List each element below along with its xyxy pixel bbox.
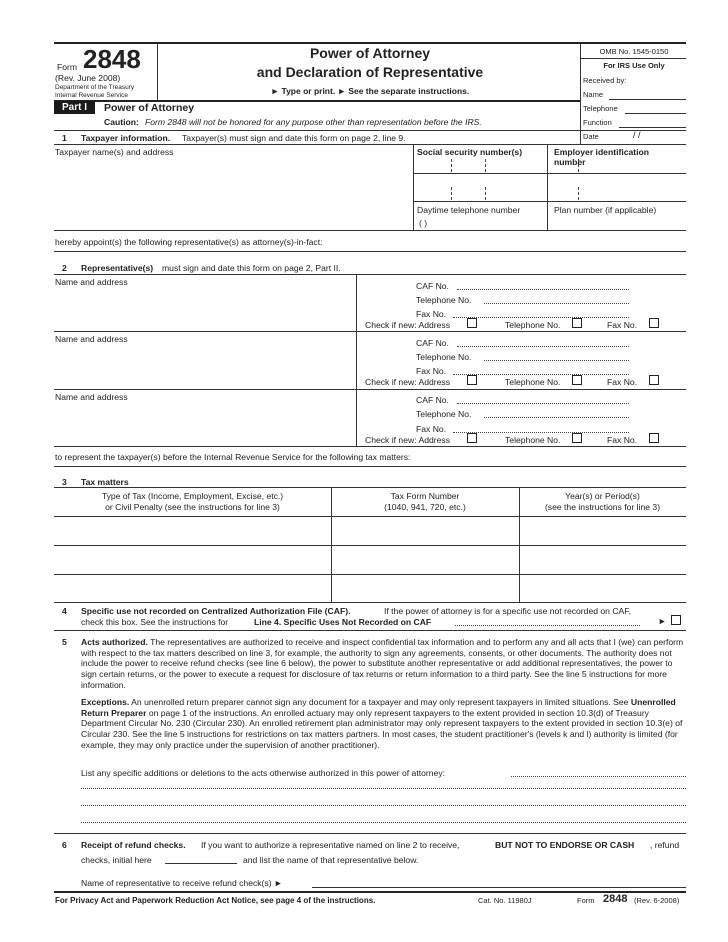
form-label: Form bbox=[57, 62, 78, 72]
rep1-caf-label: CAF No. bbox=[416, 281, 449, 291]
ein-label-2: number bbox=[554, 157, 586, 167]
ein-label-1: Employer identification bbox=[554, 147, 650, 157]
additions-field-4[interactable] bbox=[81, 822, 686, 823]
privacy-notice: For Privacy Act and Paperwork Reduction Act Notice, see page 4 of the instructions. bbox=[55, 896, 376, 905]
line4-arrow-icon: ► bbox=[658, 616, 667, 626]
line6-title: Receipt of refund checks. bbox=[81, 840, 186, 850]
rep1-fax-field[interactable] bbox=[453, 317, 629, 318]
line6-number: 6 bbox=[62, 840, 67, 850]
catalog-number: Cat. No. 11980J bbox=[478, 896, 532, 905]
additions-field-2[interactable] bbox=[81, 788, 686, 789]
line4-text-1: If the power of attorney is for a specific use not recorded on CAF, bbox=[384, 606, 631, 616]
rep1-telephone-checkbox[interactable] bbox=[572, 318, 582, 328]
form-title-2: and Declaration of Representative bbox=[256, 64, 484, 80]
irs-function-label: Function bbox=[583, 118, 612, 127]
rep2-fax-field[interactable] bbox=[453, 374, 629, 375]
rep2-tel-check-label: Telephone No. bbox=[505, 377, 561, 387]
ein-field-1[interactable] bbox=[578, 159, 579, 172]
line4-title: Specific use not recorded on Centralized Authorization File (CAF). bbox=[81, 606, 351, 616]
tax-matters-row-1[interactable] bbox=[54, 545, 686, 546]
line6-text-3: and list the name of that representative below. bbox=[243, 855, 419, 865]
rep2-fax-check-label: Fax No. bbox=[607, 377, 638, 387]
year-period-header-1: Year(s) or Period(s) bbox=[565, 491, 640, 501]
additions-field-3[interactable] bbox=[81, 805, 686, 806]
rep3-address-checkbox[interactable] bbox=[467, 433, 477, 443]
form-subtitle: ► Type or print. ► See the separate instructions. bbox=[270, 86, 470, 96]
line4-checkbox[interactable] bbox=[671, 615, 681, 625]
line4-text-2: check this box. See the instructions for bbox=[81, 617, 229, 627]
received-by: Received by: bbox=[583, 76, 627, 85]
rep2-name-label: Name and address bbox=[55, 334, 128, 344]
rep3-fax-checkbox[interactable] bbox=[649, 433, 659, 443]
taxpayer-name-label: Taxpayer name(s) and address bbox=[55, 147, 174, 157]
refund-rep-label: Name of representative to receive refund check(s) ► bbox=[81, 878, 283, 888]
tax-type-header-1: Type of Tax (Income, Employment, Excise, etc.) bbox=[101, 491, 284, 501]
ssn-field-2-sep-a[interactable] bbox=[451, 187, 452, 200]
line2-instruction: must sign and date this form on page 2, Part II. bbox=[162, 263, 341, 273]
irs-name-field[interactable] bbox=[609, 99, 686, 100]
rep3-fax-field[interactable] bbox=[453, 432, 629, 433]
line3-number: 3 bbox=[62, 477, 67, 487]
rep2-telephone-checkbox[interactable] bbox=[572, 375, 582, 385]
irs-date-label: Date bbox=[583, 132, 599, 141]
irs-date-field[interactable]: / / bbox=[633, 130, 641, 140]
part1-title: Power of Attorney bbox=[104, 102, 195, 114]
line4-number: 4 bbox=[62, 606, 67, 616]
line6-initial-label: checks, initial here bbox=[81, 855, 152, 865]
rep1-tel-check-label: Telephone No. bbox=[505, 320, 561, 330]
rep2-caf-label: CAF No. bbox=[416, 338, 449, 348]
irs-use-only: For IRS Use Only bbox=[603, 61, 665, 70]
footer-revision: (Rev. 6-2008) bbox=[634, 896, 680, 905]
line1-number: 1 bbox=[62, 133, 67, 143]
represent-text: to represent the taxpayer(s) before the Internal Revenue Service for the following tax matters: bbox=[55, 452, 411, 462]
rep2-telephone-field[interactable] bbox=[484, 360, 629, 361]
line3-title: Tax matters bbox=[81, 477, 129, 487]
daytime-phone-label: Daytime telephone number bbox=[417, 205, 521, 215]
form-number: 2848 bbox=[83, 44, 141, 74]
rep2-check-new-label: Check if new: Address bbox=[365, 377, 451, 387]
rep2-telephone-label: Telephone No. bbox=[416, 352, 472, 362]
line5-paragraph: Acts authorized. The representatives are authorized to receive and inspect confidential tax information and to perform any and all acts that I (we) can perform with respect to the tax matters described on line 3, for example, the authority to sign any agreements, consents, or other documents. The authority does not include the power to receive refund checks (see line 6 below), the power to substitute another representative or add additional representatives, the power to sign certain returns, or the power to execute a request for disclosure of tax returns or return information to a third party. See the line 5 instructions for more information. bbox=[81, 637, 684, 690]
daytime-phone-field[interactable]: ( ) bbox=[419, 218, 428, 228]
rep1-telephone-field[interactable] bbox=[484, 303, 629, 304]
irs-name-label: Name bbox=[583, 90, 604, 99]
rep1-caf-field[interactable] bbox=[457, 289, 629, 290]
agency: Internal Revenue Service bbox=[55, 92, 128, 99]
part1-label: Part I bbox=[54, 101, 95, 114]
rep3-fax-check-label: Fax No. bbox=[607, 435, 638, 445]
line6-text-1: If you want to authorize a representative named on line 2 to receive, bbox=[201, 840, 460, 850]
line6-emphasis: BUT NOT TO ENDORSE OR CASH bbox=[495, 840, 635, 850]
year-period-header-2: (see the instructions for line 3) bbox=[544, 502, 661, 512]
line1-title: Taxpayer information. bbox=[81, 133, 171, 143]
rep3-telephone-checkbox[interactable] bbox=[572, 433, 582, 443]
caution-text: Form 2848 will not be honored for any purpose other than representation before the IRS. bbox=[145, 117, 482, 127]
rep3-telephone-field[interactable] bbox=[484, 417, 629, 418]
line1-instruction: Taxpayer(s) must sign and date this form on page 2, line 9. bbox=[182, 133, 406, 143]
tax-matters-row-2[interactable] bbox=[54, 574, 686, 575]
irs-telephone-field[interactable] bbox=[625, 113, 686, 114]
rep2-fax-checkbox[interactable] bbox=[649, 375, 659, 385]
exceptions-paragraph: Exceptions. An unenrolled return preparer cannot sign any document for a taxpayer and may only represent taxpayers in limited situations. See Unenrolled Return Preparer on page 1 of the instructions. An enrolled actuary may only represent taxpayers to the extent provided in section 10.3(d) of Treasury Department Circular No. 230 (Circular 230). An enrolled retirement plan administrator may only represent taxpayers to the extent provided in section 10.3(e) of Circular 230. See the line 5 instructions for restrictions on tax matters partners. In most cases, the student practitioner's (levels k and l) authority is limited (for example, they may only practice under the supervision of another practitioner). bbox=[81, 697, 683, 750]
rep3-telephone-label: Telephone No. bbox=[416, 409, 472, 419]
line5-number: 5 bbox=[62, 637, 67, 647]
tax-form-header-2: (1040, 941, 720, etc.) bbox=[384, 502, 466, 512]
plan-number-label: Plan number (if applicable) bbox=[554, 205, 657, 215]
rep1-fax-check-label: Fax No. bbox=[607, 320, 638, 330]
rep1-name-label: Name and address bbox=[55, 277, 128, 287]
rep3-caf-field[interactable] bbox=[457, 403, 629, 404]
rep1-check-new-label: Check if new: Address bbox=[365, 320, 451, 330]
line2-number: 2 bbox=[62, 263, 67, 273]
tax-matters-row-3[interactable] bbox=[54, 602, 686, 603]
rep2-fax-label: Fax No. bbox=[416, 366, 447, 376]
rep3-name-label: Name and address bbox=[55, 392, 128, 402]
appoint-text: hereby appoint(s) the following representative(s) as attorney(s)-in-fact: bbox=[55, 237, 323, 247]
rep3-caf-label: CAF No. bbox=[416, 395, 449, 405]
footer-form-number: 2848 bbox=[603, 893, 628, 905]
ein-field-2[interactable] bbox=[578, 187, 579, 200]
rep1-telephone-label: Telephone No. bbox=[416, 295, 472, 305]
revision-date: (Rev. June 2008) bbox=[55, 73, 121, 83]
additions-field-1[interactable] bbox=[511, 776, 686, 777]
caution-label: Caution: bbox=[104, 117, 139, 127]
ssn-field-1-sep-a[interactable] bbox=[451, 159, 452, 172]
line6-text-2: , refund bbox=[650, 840, 680, 850]
omb-number: OMB No. 1545-0150 bbox=[599, 47, 669, 56]
irs-function-field[interactable] bbox=[619, 127, 686, 128]
ssn-label: Social security number(s) bbox=[417, 147, 523, 157]
rep1-address-checkbox[interactable] bbox=[467, 318, 477, 328]
form-title-1: Power of Attorney bbox=[309, 45, 431, 61]
rep1-fax-checkbox[interactable] bbox=[649, 318, 659, 328]
line2-title: Representative(s) bbox=[81, 263, 154, 273]
refund-rep-field[interactable] bbox=[312, 887, 686, 888]
tax-type-header-2: or Civil Penalty (see the instructions for line 3) bbox=[105, 502, 280, 512]
refund-initial-field[interactable] bbox=[165, 863, 237, 864]
rep2-address-checkbox[interactable] bbox=[467, 375, 477, 385]
rep3-check-new-label: Check if new: Address bbox=[365, 435, 451, 445]
rep1-fax-label: Fax No. bbox=[416, 309, 447, 319]
ssn-field-2-sep-b[interactable] bbox=[485, 187, 486, 200]
rep3-fax-label: Fax No. bbox=[416, 424, 447, 434]
rep3-tel-check-label: Telephone No. bbox=[505, 435, 561, 445]
list-additions-label: List any specific additions or deletions to the acts otherwise authorized in this power of attorney: bbox=[81, 768, 446, 778]
department: Department of the Treasury bbox=[55, 84, 135, 91]
ssn-field-1-sep-b[interactable] bbox=[485, 159, 486, 172]
tax-form-header-1: Tax Form Number bbox=[390, 491, 460, 501]
irs-telephone-label: Telephone bbox=[583, 104, 618, 113]
line4-ref: Line 4. Specific Uses Not Recorded on CAF bbox=[254, 617, 432, 627]
rep2-caf-field[interactable] bbox=[457, 346, 629, 347]
footer-form-label: Form bbox=[577, 896, 595, 905]
